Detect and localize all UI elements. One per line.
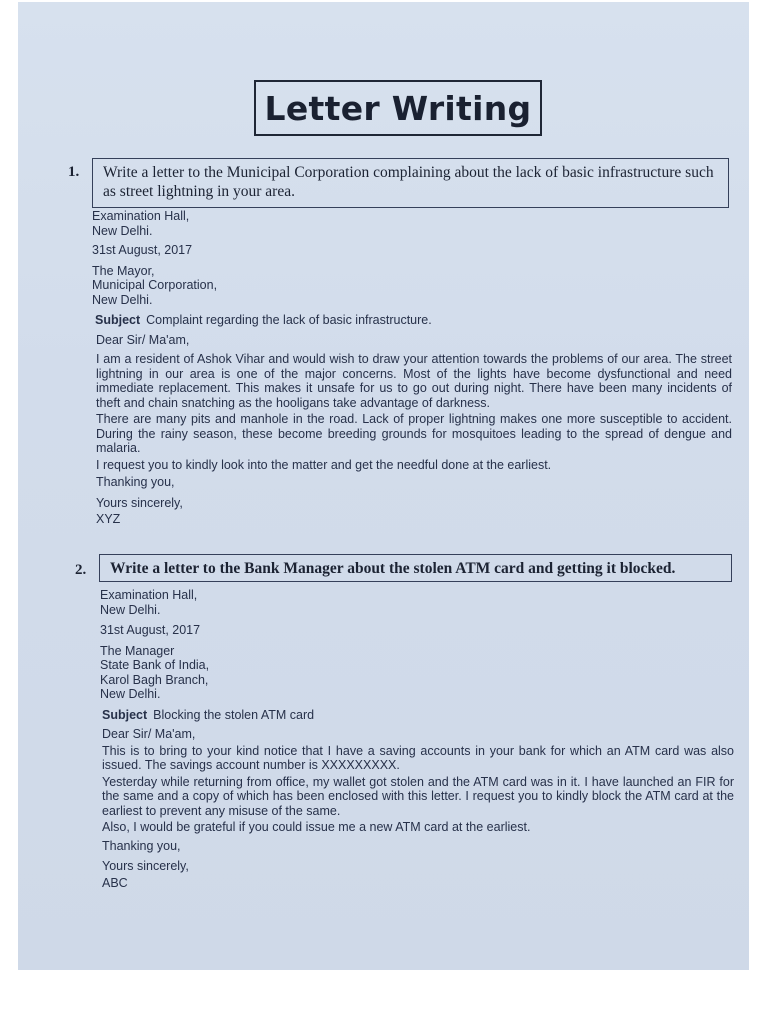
sender-line: New Delhi. <box>100 602 161 617</box>
letter-paragraph: Also, I would be grateful if you could issue me a new ATM card at the earliest. <box>102 820 531 834</box>
subject-label: Subject <box>95 313 141 327</box>
recipient-line: Municipal Corporation, <box>92 278 218 292</box>
book-page <box>18 2 749 970</box>
letter-1 <box>92 209 732 527</box>
subject-text: Blocking the stolen ATM card <box>153 707 315 722</box>
page-heading: Letter Writing <box>264 88 532 128</box>
closing-line: Thanking you, <box>96 475 175 489</box>
closing-line: Yours sincerely, <box>96 495 183 510</box>
sender-line: Examination Hall, <box>92 209 190 223</box>
question-1-number: 1. <box>68 164 80 180</box>
recipient-line: State Bank of India, <box>100 658 210 672</box>
recipient-line: The Mayor, <box>92 263 155 278</box>
subject-line <box>92 313 732 328</box>
recipient-line: New Delhi. <box>92 292 153 307</box>
sender-line: New Delhi. <box>92 223 153 238</box>
question-2-prompt: Write a letter to the Bank Manager about the stolen ATM card and getting it blocked. <box>110 560 676 577</box>
question-2-number: 2. <box>75 562 87 578</box>
subject-line <box>100 708 734 723</box>
letter-paragraph: I request you to kindly look into the matter and get the needful done at the earliest. <box>96 457 552 472</box>
letter-paragraph: Yesterday while returning from office, my wallet got stolen and the ATM card was in it. I have launched an FIR for the same and a copy of which has been enclosed with this letter. I request you to kindly block the ATM card at the earliest to prevent any misuse of the same. <box>102 774 734 818</box>
letter-2 <box>100 588 734 890</box>
letter-date: 31st August, 2017 <box>92 243 193 257</box>
recipient-line: The Manager <box>100 643 175 658</box>
sender-line: Examination Hall, <box>100 588 198 602</box>
letter-paragraph: This is to bring to your kind notice that I have a saving accounts in your bank for which an ATM card was also issued. The savings account number is XXXXXXXXX. <box>102 743 734 772</box>
closing-line: Yours sincerely, <box>102 859 189 873</box>
salutation: Dear Sir/ Ma'am, <box>102 727 196 741</box>
question-1-prompt-box <box>92 158 729 208</box>
signature-name: ABC <box>102 875 128 890</box>
signature-name: XYZ <box>96 512 121 526</box>
salutation: Dear Sir/ Ma'am, <box>96 332 190 347</box>
closing-line: Thanking you, <box>102 838 181 853</box>
question-2-prompt-box <box>99 554 732 582</box>
recipient-line: Karol Bagh Branch, <box>100 672 209 687</box>
bleed-through-text <box>28 16 728 56</box>
page-heading-box <box>254 80 542 136</box>
recipient-line: New Delhi. <box>100 687 161 701</box>
question-1-prompt: Write a letter to the Municipal Corporation complaining about the lack of basic infrastructure such as street lightning in your area. <box>103 164 714 200</box>
letter-paragraph: There are many pits and manhole in the road. Lack of proper lightning makes one more susceptible to accident. During the rainy season, these become breeding grounds for mosquitoes leading to the spread of dengue and malaria. <box>96 412 732 455</box>
subject-text: Complaint regarding the lack of basic infrastructure. <box>146 313 432 327</box>
letter-date: 31st August, 2017 <box>100 623 201 637</box>
letter-paragraph: I am a resident of Ashok Vihar and would wish to draw your attention towards the problems of our area. The street lightning in our area is one of the major concerns. Most of the lights have become dysfunctional and need immediate replacement. This makes it unsafe for us to go out during night. There have been many incidents of theft and chain snatching as the hooligans take advantage of darkness. <box>96 352 732 410</box>
subject-label: Subject <box>102 707 148 722</box>
